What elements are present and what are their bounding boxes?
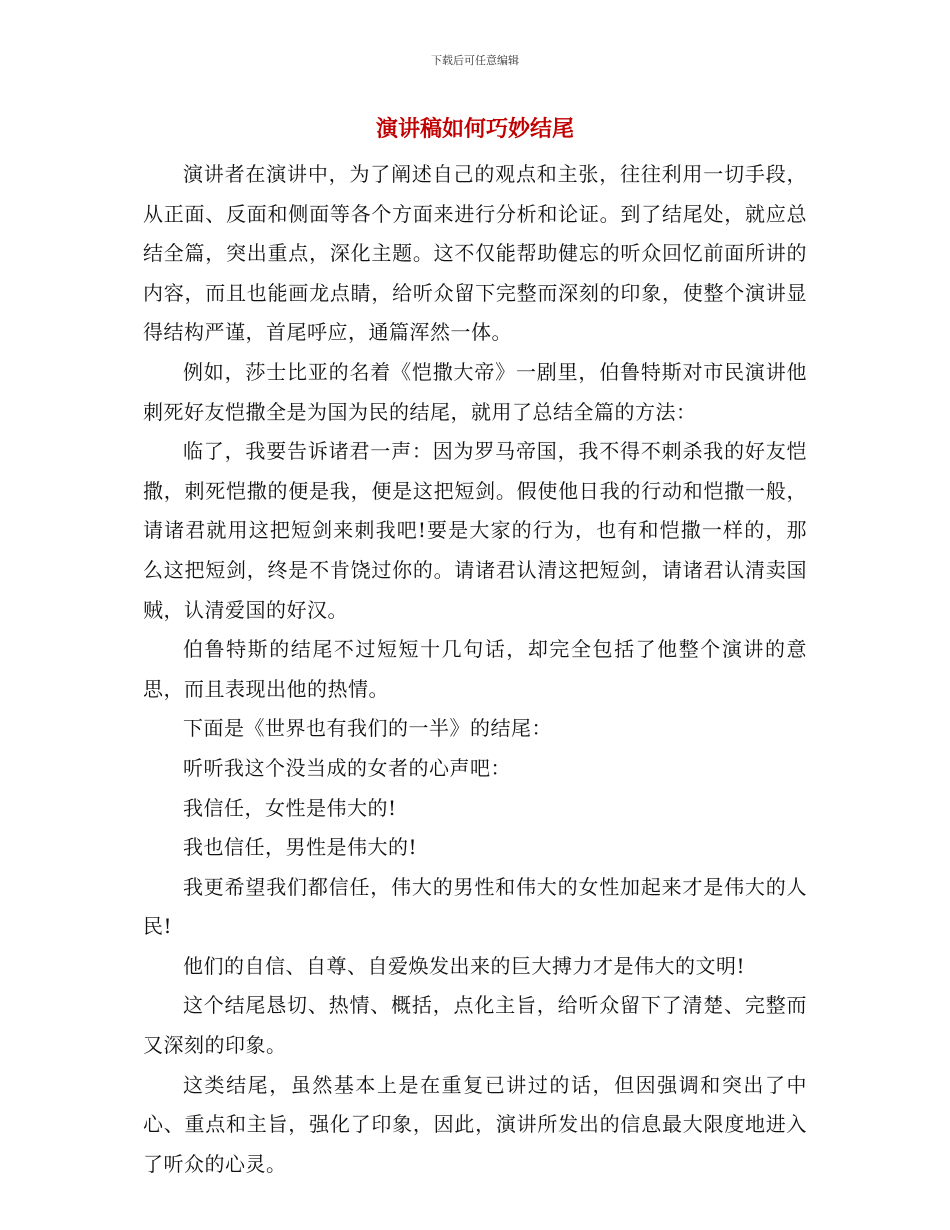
paragraph: 我更希望我们都信任，伟大的男性和伟大的女性加起来才是伟大的人民! bbox=[143, 874, 807, 939]
paragraph: 例如，莎士比亚的名着《恺撒大帝》一剧里，伯鲁特斯对市民演讲他刺死好友恺撒全是为国为民的结尾，就用了总结全篇的方法： bbox=[143, 359, 807, 424]
page-header: 下载后可任意编辑 bbox=[431, 54, 519, 67]
paragraph: 他们的自信、自尊、自爱焕发出来的巨大搏力才是伟大的文明! bbox=[183, 953, 746, 978]
paragraph: 演讲者在演讲中，为了阐述自己的观点和主张，往往利用一切手段，从正面、反面和侧面等各个方面来进行分析和论证。到了结尾处，就应总结全篇，突出重点，深化主题。这不仅能帮助健忘的听众回忆前面所讲的内容，而且也能画龙点睛，给听众留下完整而深刻的印象，使整个演讲显得结构严谨，首尾呼应，通篇浑然一体。 bbox=[143, 162, 807, 345]
paragraph: 这类结尾，虽然基本上是在重复已讲过的话，但因强调和突出了中心、重点和主旨，强化了印象，因此，演讲所发出的信息最大限度地进入了听众的心灵。 bbox=[143, 1072, 807, 1176]
document-title: 演讲稿如何巧妙结尾 bbox=[375, 117, 574, 142]
paragraph: 这个结尾恳切、热情、概括，点化主旨，给听众留下了清楚、完整而又深刻的印象。 bbox=[143, 993, 807, 1058]
paragraph: 听听我这个没当成的女者的心声吧： bbox=[183, 755, 511, 780]
paragraph: 伯鲁特斯的结尾不过短短十几句话，却完全包括了他整个演讲的意思，而且表现出他的热情。 bbox=[143, 637, 807, 701]
paragraph: 我信任，女性是伟大的! bbox=[183, 795, 397, 820]
paragraph: 临了，我要告诉诸君一声：因为罗马帝国，我不得不刺杀我的好友恺撒，刺死恺撒的便是我，便是这把短剑。假使他日我的行动和恺撒一般，请诸君就用这把短剑来刺我吧!要是大家的行为，也有和恺撒一样的，那么这把短剑，终是不肯饶过你的。请诸君认清这把短剑，请诸君认清卖国贼，认清爱国的好汉。 bbox=[143, 439, 807, 622]
paragraph: 我也信任，男性是伟大的! bbox=[183, 835, 418, 860]
document-body bbox=[143, 155, 807, 1184]
paragraph: 下面是《世界也有我们的一半》的结尾： bbox=[183, 716, 552, 741]
